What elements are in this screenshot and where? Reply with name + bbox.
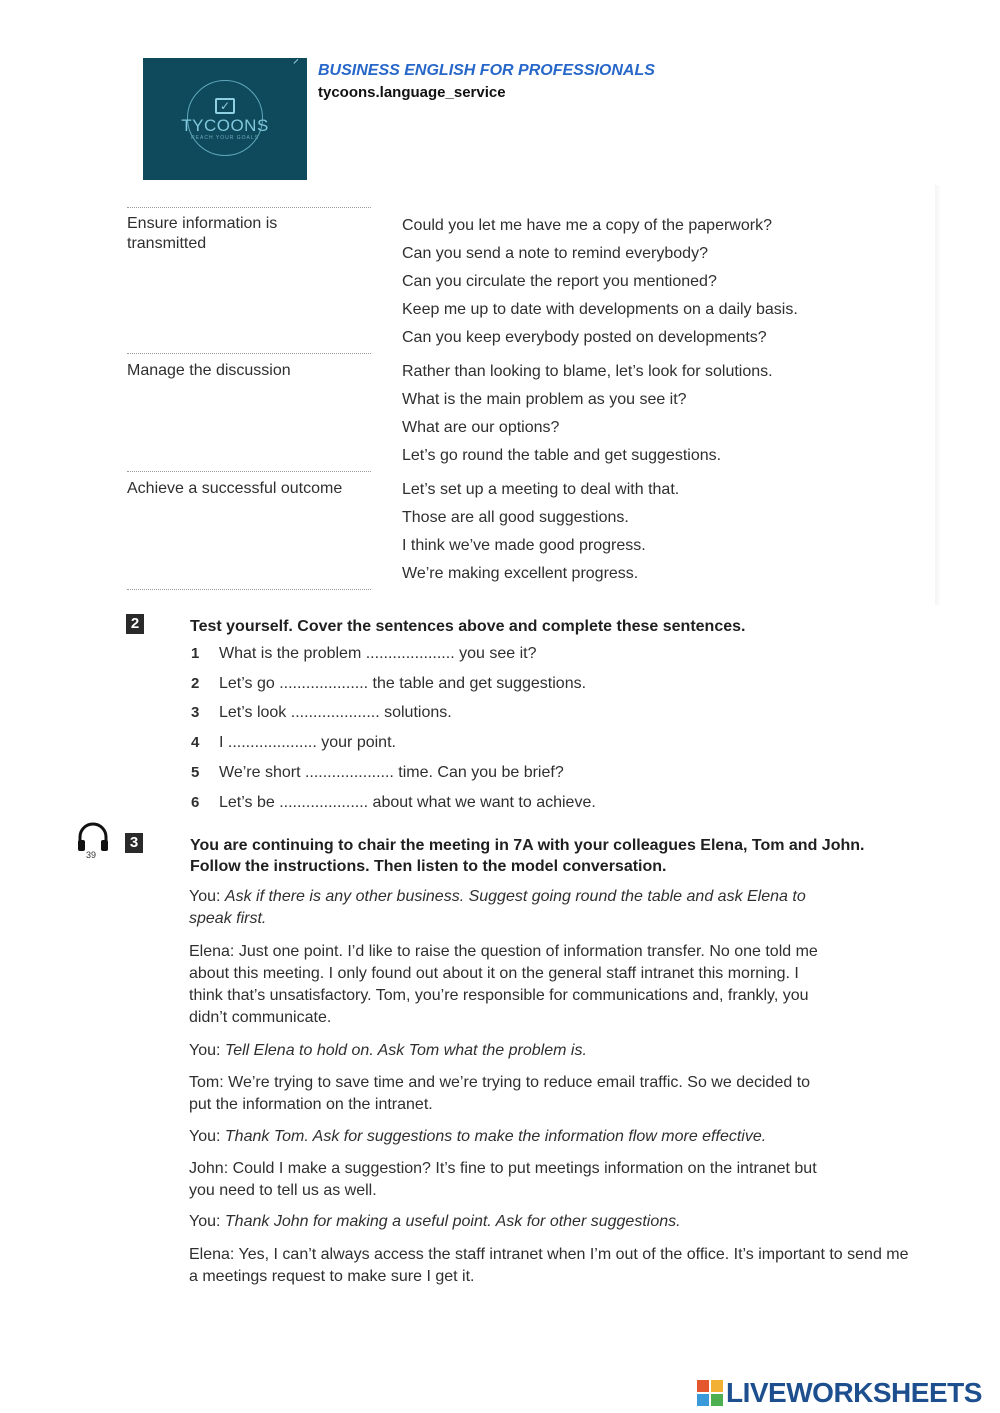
dialog-text: We’re trying to save time and we’re trying to reduce email traffic. So we decided to put the information on the intranet.: [189, 1074, 811, 1113]
logo-tagline: REACH YOUR GOALS: [191, 135, 259, 141]
question-text: Let’s look .................... solutions.: [219, 704, 452, 721]
dialog-line: [189, 886, 819, 930]
dialog-instruction: Thank Tom. Ask for suggestions to make the information flow more effective.: [224, 1128, 767, 1145]
category-label: Ensure information is transmitted: [127, 215, 278, 252]
tycoons-logo: [143, 58, 307, 180]
divider: [127, 589, 371, 590]
brand-handle: tycoons.language_service: [318, 84, 506, 101]
course-title: BUSINESS ENGLISH FOR PROFESSIONALS: [318, 62, 655, 79]
dialog-line: [189, 941, 819, 1029]
page-shadow: [935, 185, 941, 605]
phrase-item: What are our options?: [402, 419, 560, 436]
phrase-item: Rather than looking to blame, let’s look for solutions.: [402, 363, 773, 380]
dialog-line: [189, 1040, 909, 1062]
phrase-item: Let’s set up a meeting to deal with that.: [402, 481, 680, 498]
audio-track-number: 39: [86, 850, 97, 860]
divider: [127, 207, 371, 208]
dialog-text: Could I make a suggestion? It’s fine to put meetings information on the intranet but you need to tell us as well.: [189, 1160, 817, 1199]
category-label: Manage the discussion: [127, 362, 291, 379]
speaker-name: You:: [189, 888, 221, 905]
speaker-name: You:: [189, 1042, 221, 1059]
dialog-line: [189, 1244, 909, 1288]
phrase-item: Let’s go round the table and get suggestions.: [402, 447, 722, 464]
phrase-item: Those are all good suggestions.: [402, 509, 629, 526]
question-text: We’re short .................... time. Can you be brief?: [219, 764, 564, 781]
speaker-name: Elena:: [189, 1246, 235, 1263]
speaker-name: You:: [189, 1213, 221, 1230]
dialog-instruction: Thank John for making a useful point. Ask for other suggestions.: [224, 1213, 681, 1230]
question-text: Let’s be .................... about what we want to achieve.: [219, 794, 596, 811]
dialog-line: [189, 1126, 909, 1148]
speaker-name: Elena:: [189, 943, 235, 960]
phrase-item: Can you keep everybody posted on developments?: [402, 329, 767, 346]
question-number: 1: [191, 645, 200, 662]
phrase-item: What is the main problem as you see it?: [402, 391, 687, 408]
liveworksheets-logo-icon: [697, 1380, 723, 1406]
divider: [127, 353, 371, 354]
exercise-heading: You are continuing to chair the meeting in 7A with your colleagues Elena, Tom and John. Follow the instructions. Then listen to the model conversation.: [190, 837, 865, 875]
dialog-line: [189, 1158, 819, 1202]
speaker-name: Tom:: [189, 1074, 224, 1091]
exercise-number-badge: 3: [125, 833, 143, 853]
phrase-item: Could you let me have me a copy of the paperwork?: [402, 217, 772, 234]
phrase-item: We’re making excellent progress.: [402, 565, 639, 582]
dialog-text: Just one point. I’d like to raise the question of information transfer. No one told me about this meeting. I only found out about it on the general staff intranet this morning. I think that’s unsatisfactory. Tom, you’re responsible for communications and, frankly, you didn’t communicate.: [189, 943, 818, 1026]
question-number: 2: [191, 675, 200, 692]
logo-wordmark: TYCOONS: [181, 116, 269, 135]
dialog-line: [189, 1211, 909, 1233]
question-text: Let’s go .................... the table and get suggestions.: [219, 675, 587, 692]
phrase-item: Can you circulate the report you mentioned?: [402, 273, 717, 290]
question-number: 5: [191, 764, 200, 781]
exercise-number-badge: 2: [126, 614, 144, 634]
phrase-item: Can you send a note to remind everybody?: [402, 245, 708, 262]
liveworksheets-watermark[interactable]: LIVEWORKSHEETS: [726, 1377, 982, 1408]
category-label: Achieve a successful outcome: [127, 480, 343, 497]
speaker-name: You:: [189, 1128, 221, 1145]
dialog-instruction: Tell Elena to hold on. Ask Tom what the problem is.: [224, 1042, 587, 1059]
speaker-name: John:: [189, 1160, 229, 1177]
question-text: I .................... your point.: [219, 734, 396, 751]
question-number: 3: [191, 704, 200, 721]
dialog-line: [189, 1072, 819, 1116]
exercise-heading: Test yourself. Cover the sentences above and complete these sentences.: [190, 618, 746, 635]
briefcase-check-icon: ✓: [215, 98, 235, 114]
phrase-item: I think we’ve made good progress.: [402, 537, 646, 554]
corner-mark-icon: [293, 59, 302, 68]
divider: [127, 471, 371, 472]
dialog-text: Yes, I can’t always access the staff intranet when I’m out of the office. It’s important to send me a meetings request to make sure I get it.: [189, 1246, 909, 1285]
phrase-item: Keep me up to date with developments on a daily basis.: [402, 301, 798, 318]
dialog-instruction: Ask if there is any other business. Suggest going round the table and ask Elena to speak first.: [189, 888, 806, 927]
question-text: What is the problem .................... you see it?: [219, 645, 537, 662]
question-number: 6: [191, 794, 200, 811]
question-number: 4: [191, 734, 200, 751]
